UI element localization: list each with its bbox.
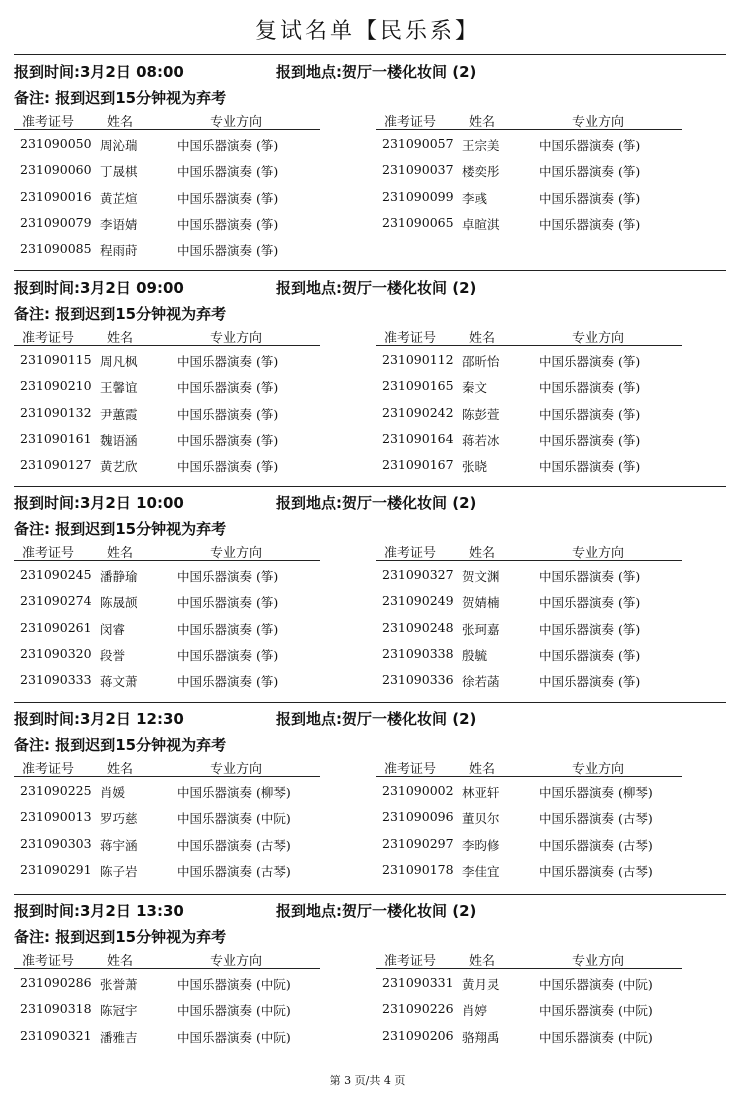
table-row (14, 235, 320, 261)
header-id: 准考证号 (384, 762, 437, 777)
header-id: 准考证号 (384, 954, 437, 969)
candidate-major: 中国乐器演奏 (中阮) (177, 1003, 291, 1019)
candidate-name: 肖媛 (100, 785, 126, 800)
table-row (14, 777, 320, 803)
candidate-major: 中国乐器演奏 (筝) (539, 406, 641, 422)
candidate-major: 中国乐器演奏 (筝) (539, 569, 641, 584)
candidate-name: 贺文渊 (462, 569, 500, 584)
candidate-name: 殷毓 (462, 647, 488, 663)
table-row (376, 346, 682, 372)
table-row (14, 561, 320, 587)
header-name: 姓名 (469, 954, 496, 969)
table-row (376, 803, 682, 829)
header-name: 姓名 (107, 331, 134, 346)
header-id: 准考证号 (384, 546, 437, 561)
table-header (376, 756, 682, 777)
candidate-id: 231090065 (382, 214, 454, 230)
table-header (376, 109, 682, 130)
section-info (14, 275, 726, 299)
candidate-id: 231090331 (382, 975, 454, 990)
report-time: 报到时间:3月2日 13:30 (14, 902, 184, 920)
table-row (14, 399, 320, 425)
table-row (14, 346, 320, 372)
candidate-name: 魏语涵 (100, 432, 138, 448)
table-row (376, 587, 682, 613)
candidate-major: 中国乐器演奏 (古琴) (539, 863, 653, 879)
candidate-id: 231090320 (20, 645, 92, 661)
table-row (14, 372, 320, 398)
candidate-major: 中国乐器演奏 (中阮) (177, 811, 291, 827)
section-divider (14, 486, 726, 487)
table-row (14, 130, 320, 156)
page-footer: 第 3 页/共 4 页 (329, 1074, 406, 1087)
table-row (376, 666, 682, 692)
candidate-major: 中国乐器演奏 (中阮) (177, 1029, 291, 1045)
table-header (376, 540, 682, 561)
candidate-major: 中国乐器演奏 (古琴) (177, 837, 291, 853)
candidate-id: 231090099 (382, 188, 454, 204)
candidate-name: 李语婧 (100, 216, 138, 232)
candidate-id: 231090127 (20, 457, 92, 473)
table-row (14, 995, 320, 1021)
table-header (14, 948, 320, 969)
candidate-major: 中国乐器演奏 (筝) (177, 406, 279, 422)
candidate-major: 中国乐器演奏 (筝) (539, 459, 641, 475)
candidate-name: 周沁瑞 (100, 138, 138, 153)
header-major: 专业方向 (210, 954, 263, 969)
table-row (376, 561, 682, 587)
candidate-major: 中国乐器演奏 (古琴) (177, 863, 291, 879)
candidate-name: 李彧 (462, 190, 488, 206)
header-major: 专业方向 (210, 331, 263, 346)
candidate-id: 231090327 (382, 567, 454, 582)
table-row (14, 183, 320, 209)
candidate-id: 231090242 (382, 404, 454, 420)
candidate-name: 闵睿 (100, 621, 126, 637)
candidate-major: 中国乐器演奏 (筝) (539, 621, 641, 637)
candidate-major: 中国乐器演奏 (筝) (539, 190, 641, 206)
table-row (14, 156, 320, 182)
table-row (14, 640, 320, 666)
table-row (14, 969, 320, 995)
table-row (14, 425, 320, 451)
candidate-name: 潘雅吉 (100, 1029, 138, 1045)
candidate-id: 231090333 (20, 672, 92, 688)
table-header (14, 109, 320, 130)
candidate-major: 中国乐器演奏 (筝) (177, 243, 279, 259)
table-row (376, 156, 682, 182)
candidate-id: 231090002 (382, 783, 454, 798)
section-note: 备注: 报到迟到15分钟视为弃考 (14, 928, 227, 946)
candidate-name: 罗巧慈 (100, 811, 138, 827)
candidate-name: 程雨莳 (100, 243, 138, 259)
header-name: 姓名 (107, 954, 134, 969)
table-row (376, 183, 682, 209)
candidate-id: 231090016 (20, 188, 92, 204)
table-row (14, 856, 320, 882)
candidate-id: 231090167 (382, 457, 454, 473)
candidate-name: 陈子岩 (100, 863, 138, 879)
table-row (376, 969, 682, 995)
section-note: 备注: 报到迟到15分钟视为弃考 (14, 736, 227, 754)
candidate-id: 231090013 (20, 809, 92, 825)
section-info (14, 898, 726, 922)
candidate-major: 中国乐器演奏 (筝) (539, 647, 641, 663)
candidate-column-left (14, 756, 320, 882)
candidate-column-right (376, 109, 682, 235)
candidate-major: 中国乐器演奏 (筝) (177, 432, 279, 448)
candidate-major: 中国乐器演奏 (中阮) (177, 977, 291, 992)
table-row (14, 830, 320, 856)
candidate-name: 蒋若冰 (462, 432, 500, 448)
header-name: 姓名 (469, 115, 496, 130)
candidate-name: 丁晟棋 (100, 164, 138, 180)
header-id: 准考证号 (22, 115, 75, 130)
table-row (376, 130, 682, 156)
candidate-name: 蒋宇涵 (100, 837, 138, 853)
table-row (376, 1022, 682, 1048)
candidate-column-left (14, 325, 320, 477)
candidate-name: 肖婷 (462, 1003, 488, 1019)
candidate-name: 张誉萧 (100, 977, 138, 992)
candidate-column-right (376, 948, 682, 1048)
candidate-major: 中国乐器演奏 (筝) (539, 354, 641, 369)
table-header (14, 756, 320, 777)
table-row (14, 614, 320, 640)
candidate-name: 董贝尔 (462, 811, 500, 827)
header-name: 姓名 (469, 546, 496, 561)
candidate-id: 231090050 (20, 136, 92, 151)
candidate-major: 中国乐器演奏 (中阮) (539, 1029, 653, 1045)
table-row (376, 995, 682, 1021)
candidate-id: 231090178 (382, 861, 454, 877)
candidate-name: 陈冠宇 (100, 1003, 138, 1019)
candidate-name: 李佳宜 (462, 863, 500, 879)
candidate-name: 尹蕙霞 (100, 406, 138, 422)
candidate-major: 中国乐器演奏 (柳琴) (539, 785, 653, 800)
candidate-id: 231090321 (20, 1027, 92, 1043)
candidate-major: 中国乐器演奏 (筝) (539, 138, 641, 153)
table-row (14, 666, 320, 692)
table-row (376, 372, 682, 398)
candidate-id: 231090303 (20, 835, 92, 851)
table-row (14, 451, 320, 477)
candidate-name: 陈晟颉 (100, 595, 138, 611)
table-header (14, 325, 320, 346)
page-title: 复试名单【民乐系】 (254, 19, 480, 44)
candidate-major: 中国乐器演奏 (古琴) (539, 837, 653, 853)
section-divider (14, 54, 726, 55)
candidate-name: 段誉 (100, 647, 126, 663)
header-major: 专业方向 (572, 546, 625, 561)
header-name: 姓名 (469, 331, 496, 346)
candidate-column-right (376, 325, 682, 477)
schedule-section (14, 275, 726, 475)
candidate-major: 中国乐器演奏 (筝) (177, 138, 279, 153)
header-name: 姓名 (107, 762, 134, 777)
section-note: 备注: 报到迟到15分钟视为弃考 (14, 305, 227, 323)
section-info (14, 59, 726, 83)
candidate-major: 中国乐器演奏 (筝) (539, 216, 641, 232)
schedule-section (14, 706, 726, 879)
candidate-name: 潘静瑜 (100, 569, 138, 584)
candidate-name: 陈彭萱 (462, 406, 500, 422)
section-info (14, 706, 726, 730)
schedule-section (14, 59, 726, 259)
header-major: 专业方向 (572, 954, 625, 969)
section-divider (14, 270, 726, 271)
candidate-id: 231090206 (382, 1027, 454, 1043)
candidate-major: 中国乐器演奏 (筝) (177, 569, 279, 584)
candidate-name: 黄芷煊 (100, 190, 138, 206)
candidate-id: 231090249 (382, 593, 454, 609)
candidate-id: 231090079 (20, 214, 92, 230)
candidate-id: 231090261 (20, 619, 92, 635)
candidate-id: 231090291 (20, 861, 92, 877)
header-major: 专业方向 (572, 331, 625, 346)
candidate-major: 中国乐器演奏 (筝) (177, 216, 279, 232)
table-row (14, 803, 320, 829)
candidate-name: 王馨谊 (100, 380, 138, 396)
table-row (376, 399, 682, 425)
candidate-id: 231090164 (382, 430, 454, 446)
candidate-id: 231090096 (382, 809, 454, 825)
candidate-name: 贺婧楠 (462, 595, 500, 611)
candidate-name: 黄月灵 (462, 977, 500, 992)
section-divider (14, 894, 726, 895)
candidate-major: 中国乐器演奏 (筝) (177, 380, 279, 396)
candidate-column-right (376, 756, 682, 882)
table-row (376, 856, 682, 882)
schedule-section (14, 898, 726, 1045)
candidate-id: 231090225 (20, 783, 92, 798)
candidate-name: 徐若菡 (462, 674, 500, 690)
candidate-id: 231090112 (382, 352, 454, 367)
candidate-id: 231090132 (20, 404, 92, 420)
candidate-major: 中国乐器演奏 (筝) (539, 432, 641, 448)
candidate-major: 中国乐器演奏 (筝) (177, 190, 279, 206)
report-location: 报到地点:贺厅一楼化妆间 (2) (276, 63, 477, 81)
header-name: 姓名 (107, 546, 134, 561)
candidate-name: 周凡枫 (100, 354, 138, 369)
header-name: 姓名 (107, 115, 134, 130)
header-id: 准考证号 (22, 954, 75, 969)
schedule-section (14, 490, 726, 690)
candidate-name: 林亚轩 (462, 785, 500, 800)
table-row (14, 587, 320, 613)
candidate-major: 中国乐器演奏 (中阮) (539, 1003, 653, 1019)
candidate-column-left (14, 948, 320, 1048)
candidate-id: 231090060 (20, 162, 92, 178)
section-note: 备注: 报到迟到15分钟视为弃考 (14, 520, 227, 538)
header-major: 专业方向 (210, 546, 263, 561)
header-major: 专业方向 (572, 115, 625, 130)
report-location: 报到地点:贺厅一楼化妆间 (2) (276, 902, 477, 920)
candidate-id: 231090245 (20, 567, 92, 582)
header-id: 准考证号 (384, 115, 437, 130)
candidate-name: 秦文 (462, 380, 488, 396)
header-major: 专业方向 (210, 762, 263, 777)
candidate-name: 李昀修 (462, 837, 500, 853)
header-id: 准考证号 (22, 331, 75, 346)
candidate-id: 231090037 (382, 162, 454, 178)
candidate-major: 中国乐器演奏 (筝) (539, 674, 641, 690)
candidate-id: 231090210 (20, 378, 92, 394)
candidate-major: 中国乐器演奏 (筝) (177, 674, 279, 690)
candidate-major: 中国乐器演奏 (筝) (177, 595, 279, 611)
table-row (376, 209, 682, 235)
table-header (376, 948, 682, 969)
candidate-name: 黄艺欣 (100, 459, 138, 475)
candidate-id: 231090165 (382, 378, 454, 394)
candidate-major: 中国乐器演奏 (筝) (539, 380, 641, 396)
candidate-id: 231090286 (20, 975, 92, 990)
candidate-major: 中国乐器演奏 (筝) (539, 595, 641, 611)
candidate-major: 中国乐器演奏 (筝) (177, 459, 279, 475)
report-location: 报到地点:贺厅一楼化妆间 (2) (276, 494, 477, 512)
report-location: 报到地点:贺厅一楼化妆间 (2) (276, 279, 477, 297)
candidate-id: 231090297 (382, 835, 454, 851)
header-major: 专业方向 (572, 762, 625, 777)
section-divider (14, 702, 726, 703)
candidate-column-left (14, 109, 320, 261)
table-row (376, 777, 682, 803)
table-row (14, 209, 320, 235)
candidate-major: 中国乐器演奏 (中阮) (539, 977, 653, 992)
candidate-column-right (376, 540, 682, 692)
report-time: 报到时间:3月2日 08:00 (14, 63, 184, 81)
table-row (376, 451, 682, 477)
candidate-name: 张珂嘉 (462, 621, 500, 637)
candidate-id: 231090336 (382, 672, 454, 688)
header-name: 姓名 (469, 762, 496, 777)
candidate-major: 中国乐器演奏 (筝) (177, 647, 279, 663)
candidate-major: 中国乐器演奏 (筝) (177, 621, 279, 637)
candidate-name: 楼奕彤 (462, 164, 500, 180)
header-id: 准考证号 (22, 762, 75, 777)
table-row (376, 640, 682, 666)
candidate-id: 231090226 (382, 1001, 454, 1017)
candidate-id: 231090338 (382, 645, 454, 661)
candidate-id: 231090085 (20, 241, 92, 257)
table-row (376, 614, 682, 640)
header-id: 准考证号 (22, 546, 75, 561)
candidate-name: 卓暄淇 (462, 216, 500, 232)
header-major: 专业方向 (210, 115, 263, 130)
table-header (376, 325, 682, 346)
candidate-name: 邵昕怡 (462, 354, 500, 369)
candidate-id: 231090115 (20, 352, 92, 367)
candidate-major: 中国乐器演奏 (筝) (177, 354, 279, 369)
header-id: 准考证号 (384, 331, 437, 346)
candidate-name: 蒋文萧 (100, 674, 138, 690)
candidate-name: 骆翔禹 (462, 1029, 500, 1045)
candidate-column-left (14, 540, 320, 692)
candidate-major: 中国乐器演奏 (柳琴) (177, 785, 291, 800)
candidate-major: 中国乐器演奏 (古琴) (539, 811, 653, 827)
candidate-name: 王宗美 (462, 138, 500, 153)
table-row (376, 425, 682, 451)
table-row (376, 830, 682, 856)
candidate-id: 231090057 (382, 136, 454, 151)
candidate-id: 231090318 (20, 1001, 92, 1017)
candidate-major: 中国乐器演奏 (筝) (177, 164, 279, 180)
candidate-id: 231090274 (20, 593, 92, 609)
section-info (14, 490, 726, 514)
candidate-id: 231090161 (20, 430, 92, 446)
report-time: 报到时间:3月2日 10:00 (14, 494, 184, 512)
report-location: 报到地点:贺厅一楼化妆间 (2) (276, 710, 477, 728)
section-note: 备注: 报到迟到15分钟视为弃考 (14, 89, 227, 107)
candidate-name: 张晓 (462, 459, 488, 475)
table-row (14, 1022, 320, 1048)
candidate-major: 中国乐器演奏 (筝) (539, 164, 641, 180)
report-time: 报到时间:3月2日 09:00 (14, 279, 184, 297)
report-time: 报到时间:3月2日 12:30 (14, 710, 184, 728)
table-header (14, 540, 320, 561)
candidate-id: 231090248 (382, 619, 454, 635)
